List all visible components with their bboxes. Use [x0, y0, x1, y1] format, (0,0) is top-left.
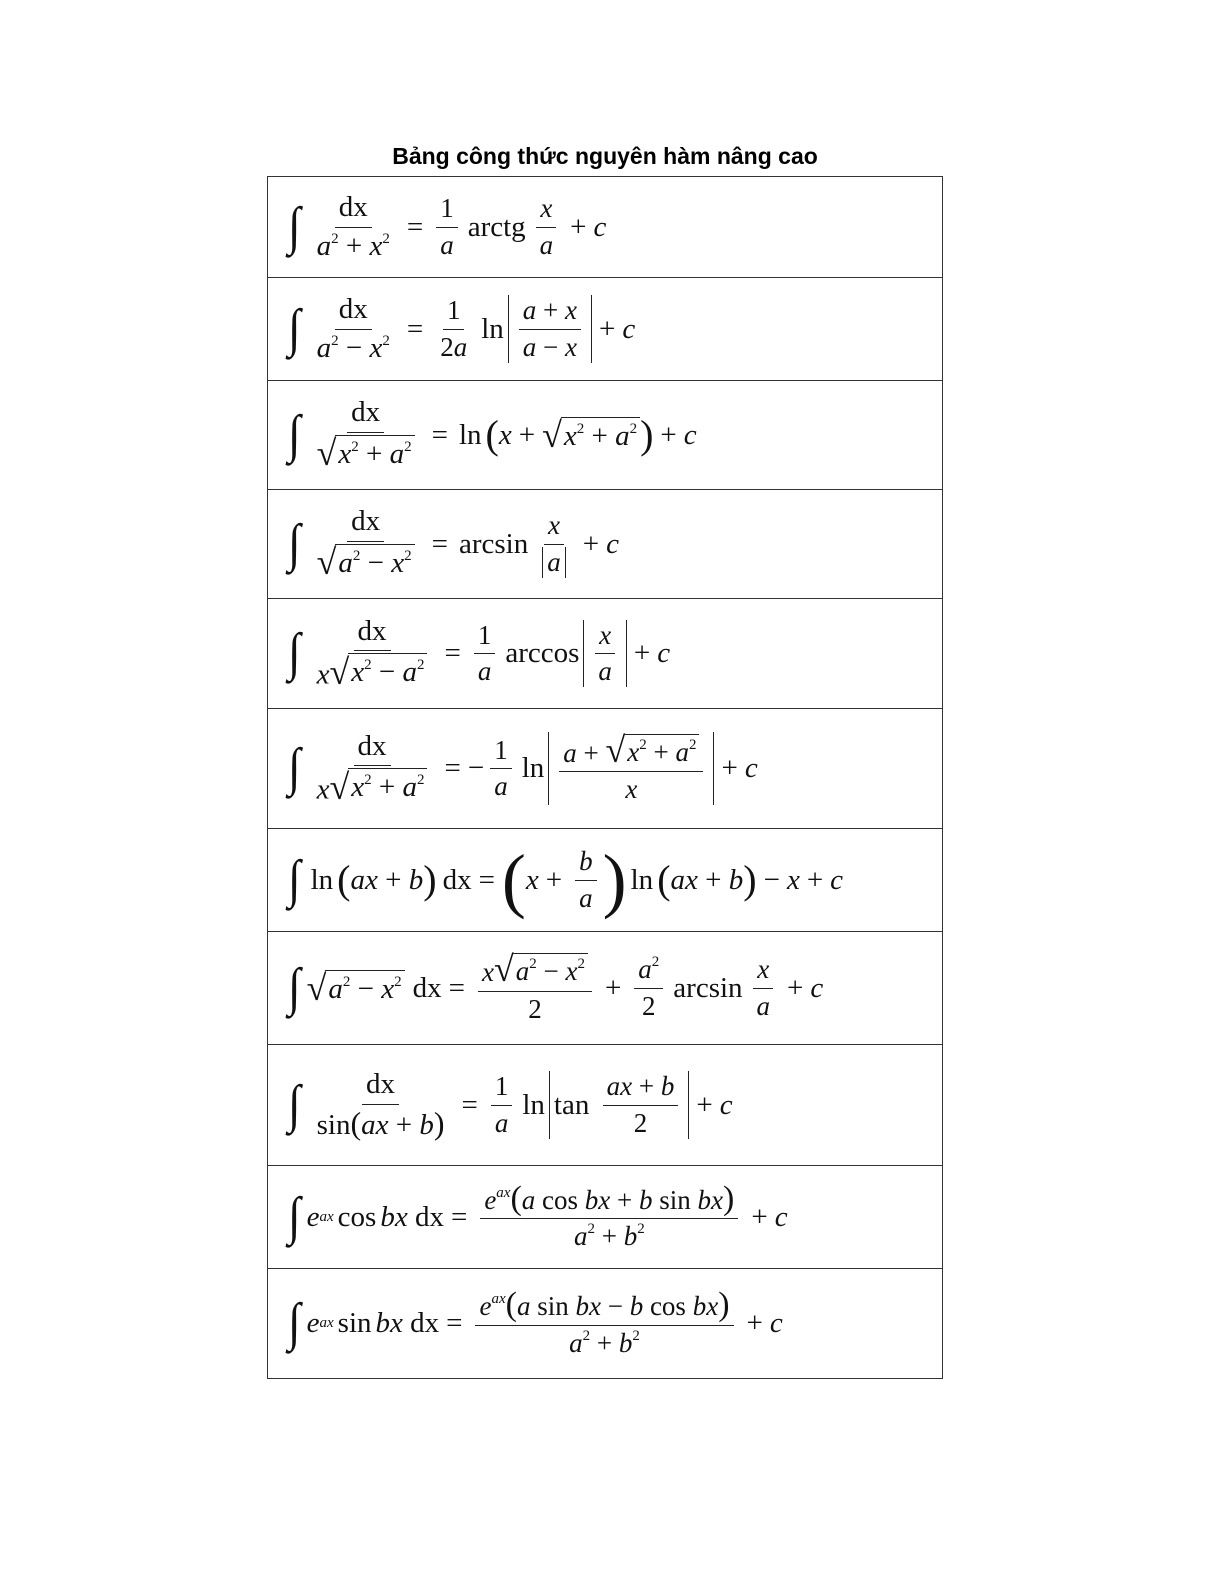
formula-row-arccos — [268, 599, 942, 709]
formula-row-sin-recip — [268, 1045, 942, 1166]
formula-row-sqrt-area — [268, 932, 942, 1045]
formula: ∫ e ax sin bx dx = $\frac{e^{ax}(a \sin bx - b \cos bx)}{a^2 + b^2}$ + c — [288, 1286, 783, 1358]
formula: ∫ dx x √ $x^2 - a^2$ = $\frac{1}{a}$ arccos $\frac{x}{a}$ + c — [288, 614, 671, 692]
formula-row-neg-ln — [268, 709, 942, 829]
formula: ∫ $\frac{dx}{a^2 - x^2}$ = $\frac{1}{2a}$ ln $\frac{a + x}{a - x}$ + c — [288, 293, 636, 364]
formula-table — [267, 176, 943, 1379]
formula-row-arcsin — [268, 490, 942, 599]
formula-row-arctg — [268, 177, 942, 278]
formula: ∫ e ax cos bx dx = $\frac{e^{ax}(a \cos bx + b \sin bx)}{a^2 + b^2}$ + c — [288, 1179, 788, 1251]
formula-row-exp-cos — [268, 1166, 942, 1269]
formula: ∫ $\frac{dx}{a^2 + x^2}$ = $\frac{1}{a}$ arctg $\frac{x}{a}$ + c — [288, 191, 607, 262]
formula-row-exp-sin — [268, 1269, 942, 1379]
formula: ∫ dx √ $a^2 - x^2$ = arcsin $\frac{x}{a}$ + c — [288, 505, 619, 583]
formula: ∫ dx √ $x^2 + a^2$ = ln ( x + √ $x^2 + a^2$ ) + c — [288, 396, 697, 474]
formula: ∫ ln ( ax + b ) dx = ( x + $\frac{b}{a}$ ) ln ( ax + b ) − x + c — [288, 840, 844, 920]
formula-row-ln-linear — [268, 829, 942, 932]
formula: ∫ $\frac{dx}{\sin(ax + b)}$ = $\frac{1}{a}$ ln tan $\frac{ax + b}{2}$ + c — [288, 1068, 733, 1141]
formula-row-ln-sqrt-plus — [268, 381, 942, 490]
formula: ∫ dx x √ $x^2 + a^2$ = − $\frac{1}{a}$ ln a + √ $x^2 + a^2$ x + c — [288, 729, 758, 807]
page-title: Bảng công thức nguyên hàm nâng cao — [392, 143, 818, 169]
formula-row-ln-ratio — [268, 278, 942, 381]
formula: ∫ √ $a^2 - x^2$ dx = x √ $a^2 - x^2$ 2 + $\frac{a^2}{2}$ arcsin $\frac{x}{a}$ + c — [288, 949, 824, 1024]
